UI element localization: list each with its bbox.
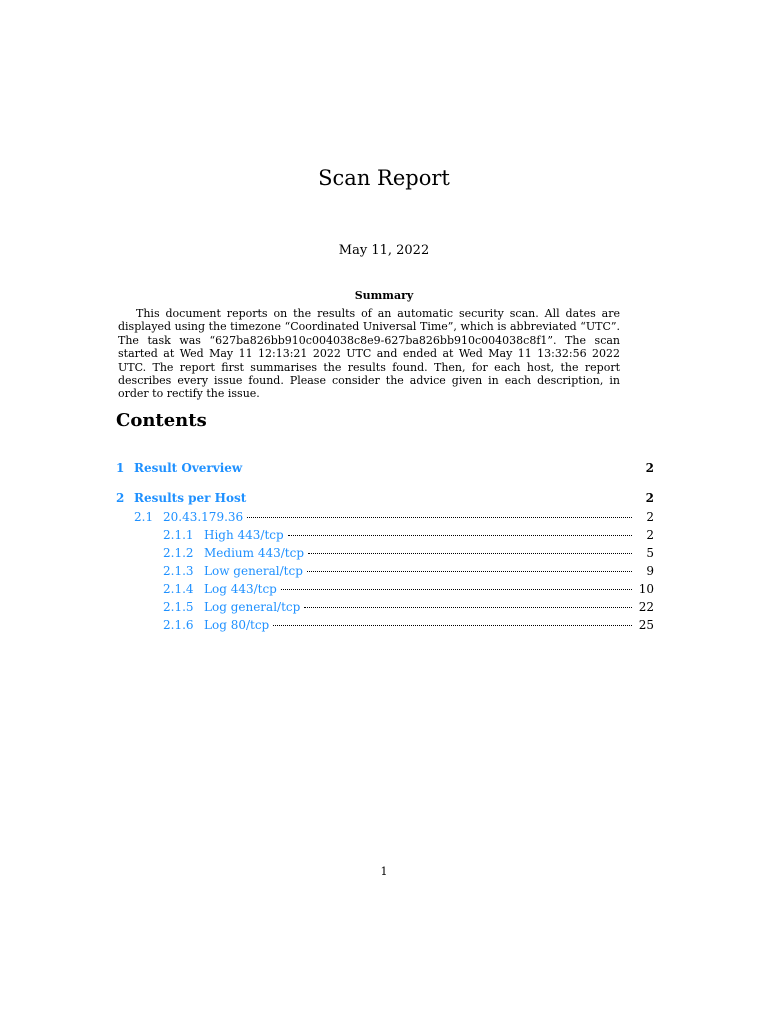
summary-heading: Summary (354, 289, 414, 302)
toc-entry-link[interactable]: Log 80/tcp (204, 618, 270, 632)
toc-entry-page: 22 (638, 600, 654, 614)
document-date: May 11, 2022 (338, 243, 430, 258)
toc-entry-link[interactable]: Results per Host (134, 491, 247, 505)
contents-heading: Contents (116, 410, 207, 431)
toc-entry-number: 2.1.3 (163, 564, 194, 578)
toc-entry-link[interactable]: Low general/tcp (204, 564, 303, 578)
toc-leader (247, 517, 632, 518)
toc-entry-number: 2.1 (134, 510, 154, 524)
toc-leader (281, 589, 632, 590)
toc-leader (307, 571, 632, 572)
toc-entry-page: 9 (646, 564, 654, 578)
toc-entry-page: 2 (646, 528, 654, 542)
toc-entry-number: 1 (116, 461, 125, 475)
toc-entry-number: 2.1.5 (163, 600, 194, 614)
toc-entry-page: 2 (646, 510, 654, 524)
toc-leader (308, 553, 632, 554)
toc-entry-link[interactable]: High 443/tcp (204, 528, 284, 542)
toc-entry-page: 10 (638, 582, 654, 596)
toc-entry-host[interactable] (134, 510, 654, 526)
toc-entry-number: 2 (116, 491, 125, 505)
toc-entry-low-general-tcp[interactable] (163, 564, 654, 580)
toc-entry-link[interactable]: Log 443/tcp (204, 582, 277, 596)
summary-paragraph: This document reports on the results of an automatic security scan. All dates are displayed using the timezone “Coordinated Universal Time”, which is abbreviated “UTC”. The task was “627ba826bb910c004038c8e9-627ba826bb910c004038c8f1”. The scan started at Wed May 11 12:13:21 2022 UTC and ended at Wed May 11 13:32:56 2022 UTC. The report first summarises the results found. Then, for each host, the report describes every issue found. Please consider the advice given in each description, in order to rectify the issue. (118, 307, 620, 401)
toc-entry-results-per-host[interactable] (116, 491, 654, 507)
toc-entry-log-general-tcp[interactable] (163, 600, 654, 616)
toc-entry-number: 2.1.6 (163, 618, 194, 632)
document-title: Scan Report (318, 166, 450, 190)
toc-leader (288, 535, 632, 536)
toc-entry-log-443-tcp[interactable] (163, 582, 654, 598)
toc-entry-link[interactable]: 20.43.179.36 (163, 510, 244, 524)
toc-entry-high-443-tcp[interactable] (163, 528, 654, 544)
toc-entry-number: 2.1.2 (163, 546, 194, 560)
toc-entry-link[interactable]: Medium 443/tcp (204, 546, 305, 560)
toc-entry-page: 5 (646, 546, 654, 560)
toc-entry-page: 2 (645, 491, 654, 505)
toc-entry-result-overview[interactable] (116, 461, 654, 477)
toc-entry-number: 2.1.1 (163, 528, 194, 542)
toc-entry-link[interactable]: Result Overview (134, 461, 243, 475)
toc-entry-number: 2.1.4 (163, 582, 194, 596)
page-number: 1 (380, 865, 388, 878)
toc-entry-medium-443-tcp[interactable] (163, 546, 654, 562)
toc-entry-page: 25 (638, 618, 654, 632)
toc-entry-log-80-tcp[interactable] (163, 618, 654, 634)
toc-leader (273, 625, 632, 626)
toc-entry-page: 2 (645, 461, 654, 475)
toc-leader (304, 607, 632, 608)
toc-entry-link[interactable]: Log general/tcp (204, 600, 301, 614)
